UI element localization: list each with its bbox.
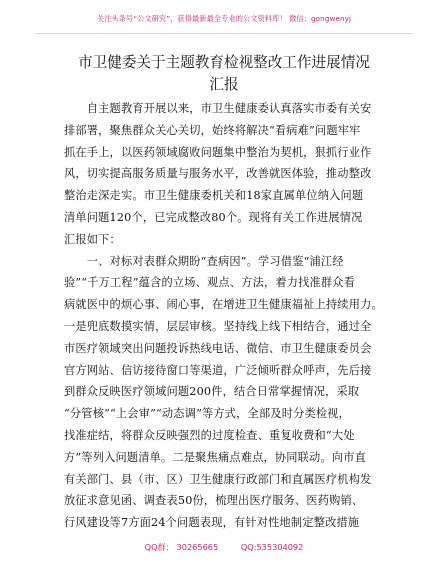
body-line: 找准症结，将群众反映强烈的过度检查、重复收费和“大处	[64, 428, 355, 442]
body-line: 汇报如下：	[64, 232, 121, 246]
body-line: 市医疗领域突出问题投诉热线电话、微信、市卫生健康委员会	[64, 341, 372, 355]
body-line: 一、对标对表群众期盼“查病因”。学习借鉴“浦江经	[64, 254, 344, 268]
document-title-line-1: 市卫健委关于主题教育检视整改工作进展情况	[78, 54, 370, 71]
body-line: 验”“千万工程”蕴含的立场、观点、方法，着力找准群众看	[64, 276, 356, 290]
document-title	[40, 52, 408, 96]
footer-qq: QQ:535304092	[240, 542, 304, 552]
body-line: 官方网站、信访接待窗口等渠道，广泛倾听群众呼声，先后接	[64, 363, 372, 377]
footer-contact	[0, 542, 448, 553]
body-line: 方”等列入问题清单。二是聚焦痛点难点，协同联动。向市直	[64, 450, 366, 464]
body-line: 整治走深走实。市卫生健康委机关和18家直属单位纳入问题	[64, 189, 364, 203]
body-line: 放征求意见函、调查表50份，梳理出医疗服务、医药购销、	[64, 494, 364, 508]
body-line: 风，切实提高服务质量与服务水平，改善就医体验，推动整改	[64, 167, 372, 181]
body-line: 抓在手上，以医药领域腐败问题集中整治为契机，狠抓行业作	[64, 145, 372, 159]
body-line: 有关部门、县（市、区）卫生健康行政部门和直属医疗机构发	[64, 472, 372, 486]
body-line: 一是兜底数摸实情，层层审核。坚持线上线下相结合，通过全	[64, 319, 372, 333]
body-line: 清单问题120个，已完成整改80个。现将有关工作进展情况	[64, 210, 363, 224]
body-line: 自主题教育开展以来，市卫生健康委认真落实市委有关安	[64, 102, 372, 115]
body-line: 行风建设等7方面24个问题表现，有针对性地制定整改措施	[64, 516, 360, 530]
header-promo-note: 关注头条号“公文研究”，获得最新最全专业的公文资料库！ 微信：gongwenyj	[96, 14, 352, 23]
header-divider	[34, 33, 414, 34]
document-body	[64, 98, 384, 534]
body-line: 病就医中的烦心事、闹心事，在增进卫生健康福祉上持续用力。	[64, 298, 383, 312]
body-line: 到群众反映医疗领域问题200件，结合日常掌握情况，采取	[64, 385, 360, 399]
footer-qq-group: QQ群： 30265665	[144, 542, 219, 552]
body-line: “分管核”“上会审”“动态调”等方式，全部及时分类检视，	[64, 407, 351, 421]
document-title-line-2: 汇报	[209, 76, 239, 93]
body-line: 排部署，聚焦群众关心关切，始终将解决“看病难”问题牢牢	[64, 123, 361, 137]
